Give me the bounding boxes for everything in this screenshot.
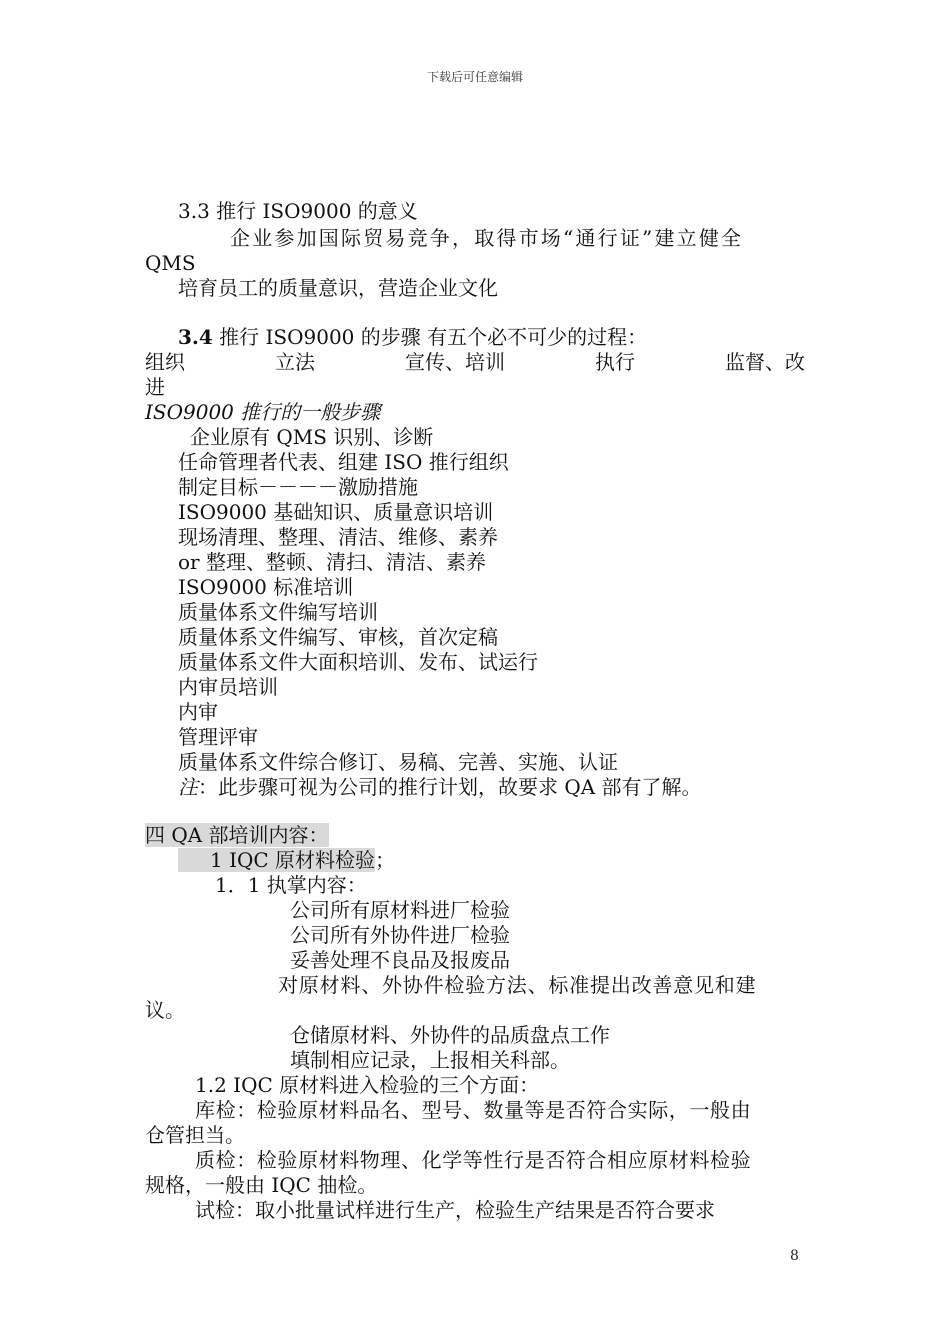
page-header: 下载后可任意编辑	[426, 70, 523, 84]
zhijian-line1: 质检：检验原材料物理、化学等性行是否符合相应原材料检验	[195, 1148, 752, 1172]
process-item: 宣传、培训	[405, 350, 505, 374]
inspection-aspects-heading: 1.2 IQC 原材料进入检验的三个方面：	[195, 1073, 540, 1097]
section-3-4-title: 推行 ISO9000 的步骤 有五个必不可少的过程：	[212, 325, 648, 349]
section-4-heading	[145, 823, 329, 848]
step-item: 管理评审	[178, 725, 258, 749]
page-number: 8	[790, 1248, 799, 1264]
process-item: 监督、改	[725, 350, 805, 374]
section-3-3-para2: 培育员工的质量意识，营造企业文化	[178, 276, 498, 300]
note-text: ：此步骤可视为公司的推行计划，故要求 QA 部有了解。	[198, 775, 702, 799]
step-item: ISO9000 基础知识、质量意识培训	[178, 500, 494, 524]
duty-item: 仓储原材料、外协件的品质盘点工作	[290, 1023, 610, 1047]
kujian-line2: 仓管担当。	[145, 1123, 245, 1147]
section-3-4-heading	[178, 325, 647, 350]
step-item: 企业原有 QMS 识别、诊断	[190, 425, 434, 449]
section-3-3-para1-line2: QMS	[145, 251, 196, 275]
step-item: 任命管理者代表、组建 ISO 推行组织	[178, 450, 509, 474]
step-item: 内审员培训	[178, 675, 278, 699]
duty-item: 公司所有原材料进厂检验	[290, 898, 510, 922]
step-item: 质量体系文件编写培训	[178, 600, 378, 624]
process-item: 立法	[275, 350, 315, 374]
section-4-title: 四 QA 部培训内容：	[145, 823, 329, 847]
process-item: 执行	[595, 350, 635, 374]
iqc-title-tail: ；	[375, 848, 396, 872]
step-item: or 整理、整顿、清扫、清洁、素养	[178, 550, 486, 574]
section-3-4-number: 3.4	[178, 325, 213, 349]
iqc-heading	[178, 848, 395, 873]
general-steps-title: ISO9000 推行的一般步骤	[145, 400, 381, 424]
step-item: ISO9000 标准培训	[178, 575, 354, 599]
steps-note	[178, 775, 702, 800]
iqc-title: 1 IQC 原材料检验	[178, 848, 375, 872]
note-label: 注	[178, 775, 198, 799]
zhijian-line2: 规格，一般由 IQC 抽检。	[145, 1173, 378, 1197]
section-3-3-para1-line1: 企业参加国际贸易竞争，取得市场“通行证”建立健全	[230, 226, 744, 250]
step-item: 质量体系文件大面积培训、发布、试运行	[178, 650, 538, 674]
duty-item: 填制相应记录，上报相关科部。	[290, 1048, 570, 1072]
kujian-line1: 库检：检验原材料品名、型号、数量等是否符合实际，一般由	[195, 1098, 752, 1122]
duty-item: 公司所有外协件进厂检验	[290, 923, 510, 947]
step-item: 内审	[178, 700, 218, 724]
duty-item-line2: 议。	[145, 998, 185, 1022]
section-3-3-heading: 3.3 推行 ISO9000 的意义	[178, 199, 418, 223]
duty-item: 妥善处理不良品及报废品	[290, 948, 510, 972]
step-item: 现场清理、整理、清洁、维修、素养	[178, 525, 498, 549]
duties-heading: 1．1 执掌内容：	[215, 873, 367, 897]
process-item: 组织	[145, 350, 185, 374]
process-list	[145, 350, 805, 375]
process-wrap: 进	[145, 375, 165, 399]
step-item: 制定目标－－－－激励措施	[178, 475, 418, 499]
shijian: 试检：取小批量试样进行生产，检验生产结果是否符合要求	[195, 1198, 715, 1222]
step-item: 质量体系文件编写、审核，首次定稿	[178, 625, 498, 649]
duty-item-line1: 对原材料、外协件检验方法、标准提出改善意见和建	[278, 973, 757, 997]
step-item: 质量体系文件综合修订、易稿、完善、实施、认证	[178, 750, 618, 774]
